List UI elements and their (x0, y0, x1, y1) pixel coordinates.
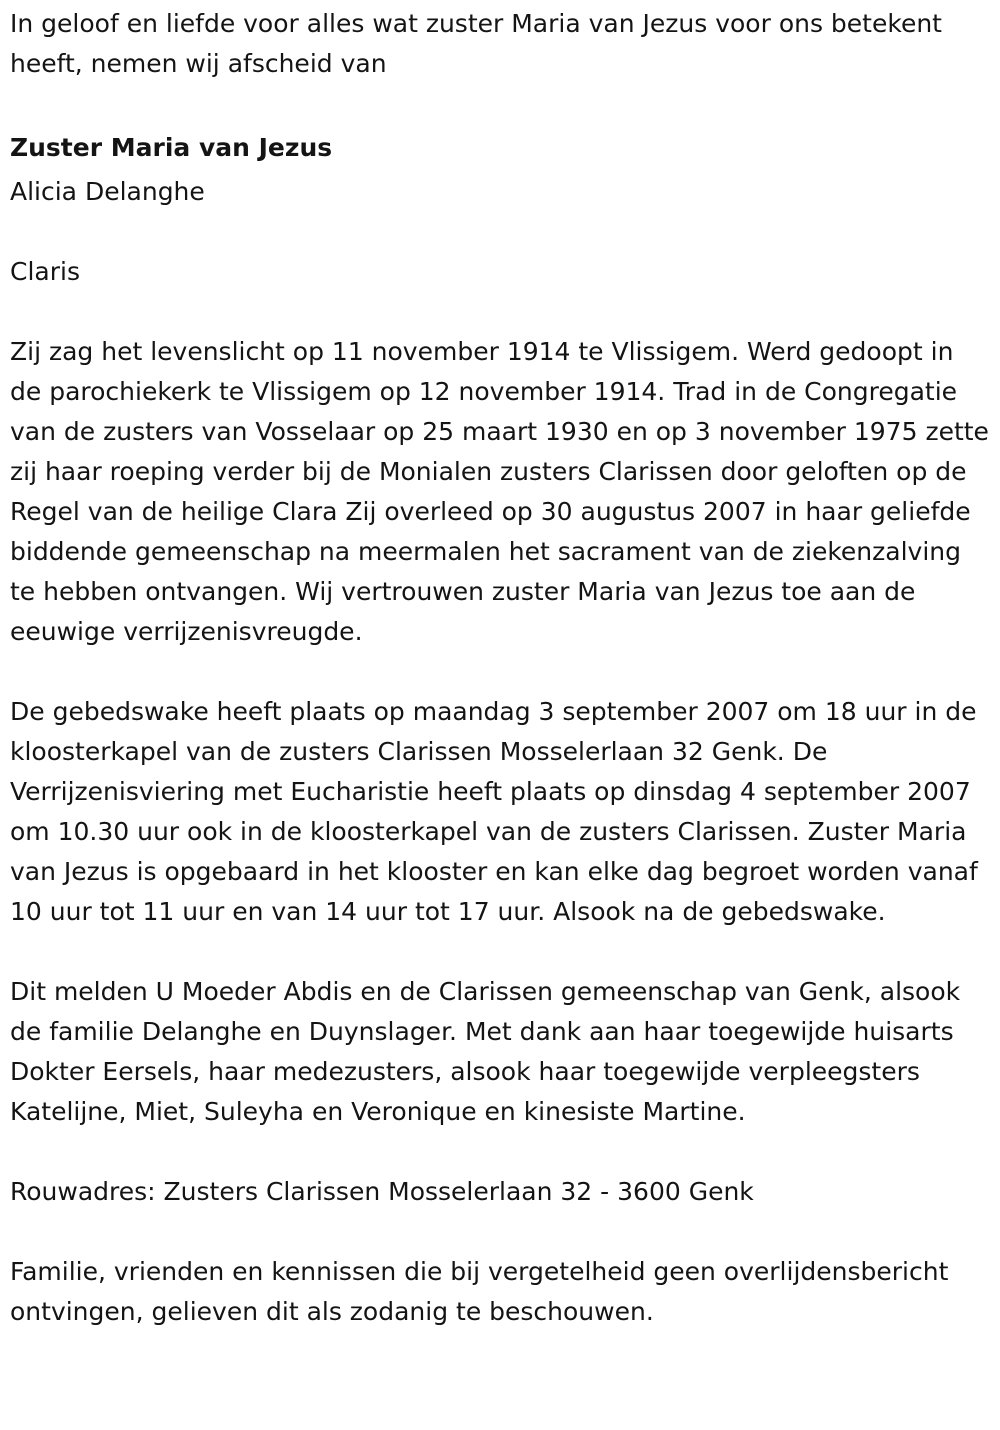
spacer (10, 212, 990, 252)
mourning-address: Rouwadres: Zusters Clarissen Mosselerlaan 32 - 3600 Genk (10, 1177, 754, 1206)
deceased-name: Zuster Maria van Jezus (10, 133, 333, 162)
biography-paragraph: Zij zag het levenslicht op 11 november 1914 te Vlissigem. Werd gedoopt in de parochiekerk te Vlissigem op 12 november 1914. Trad in de Congregatie van de zusters van Vosselaar op 25 maart 1930 en op 3 november 1975 zette zij haar roeping verder bij de Monialen zusters Clarissen door geloften op de Regel van de heilige Clara Zij overleed op 30 augustus 2007 in haar geliefde biddende gemeenschap na meermalen het sacrament van de ziekenzalving te hebben ontvangen. Wij vertrouwen zuster Maria van Jezus toe aan de eeuwige verrijzenisvreugde. (10, 337, 989, 646)
spacer (10, 652, 990, 692)
spacer (10, 292, 990, 332)
spacer (10, 84, 990, 124)
spacer (10, 932, 990, 972)
order-name: Claris (10, 257, 80, 286)
civil-name: Alicia Delanghe (10, 177, 205, 206)
intro-paragraph: In geloof en liefde voor alles wat zuster Maria van Jezus voor ons betekent heeft, nemen wij afscheid van (10, 9, 942, 78)
closing-paragraph: Familie, vrienden en kennissen die bij vergetelheid geen overlijdensbericht ontvingen, gelieven dit als zodanig te beschouwen. (10, 1257, 949, 1326)
spacer (10, 1132, 990, 1172)
spacer (10, 1212, 990, 1252)
announcement-paragraph: Dit melden U Moeder Abdis en de Clarissen gemeenschap van Genk, alsook de familie Delanghe en Duynslager. Met dank aan haar toegewijde huisarts Dokter Eersels, haar medezusters, alsook haar toegewijde verpleegsters Katelijne, Miet, Suleyha en Veronique en kinesiste Martine. (10, 977, 961, 1126)
ceremony-paragraph: De gebedswake heeft plaats op maandag 3 september 2007 om 18 uur in de kloosterkapel van de zusters Clarissen Mosselerlaan 32 Genk. De Verrijzenisviering met Eucharistie heeft plaats op dinsdag 4 september 2007 om 10.30 uur ook in de kloosterkapel van de zusters Clarissen. Zuster Maria van Jezus is opgebaard in het klooster en kan elke dag begroet worden vanaf 10 uur tot 11 uur en van 14 uur tot 17 uur. Alsook na de gebedswake. (10, 697, 978, 926)
